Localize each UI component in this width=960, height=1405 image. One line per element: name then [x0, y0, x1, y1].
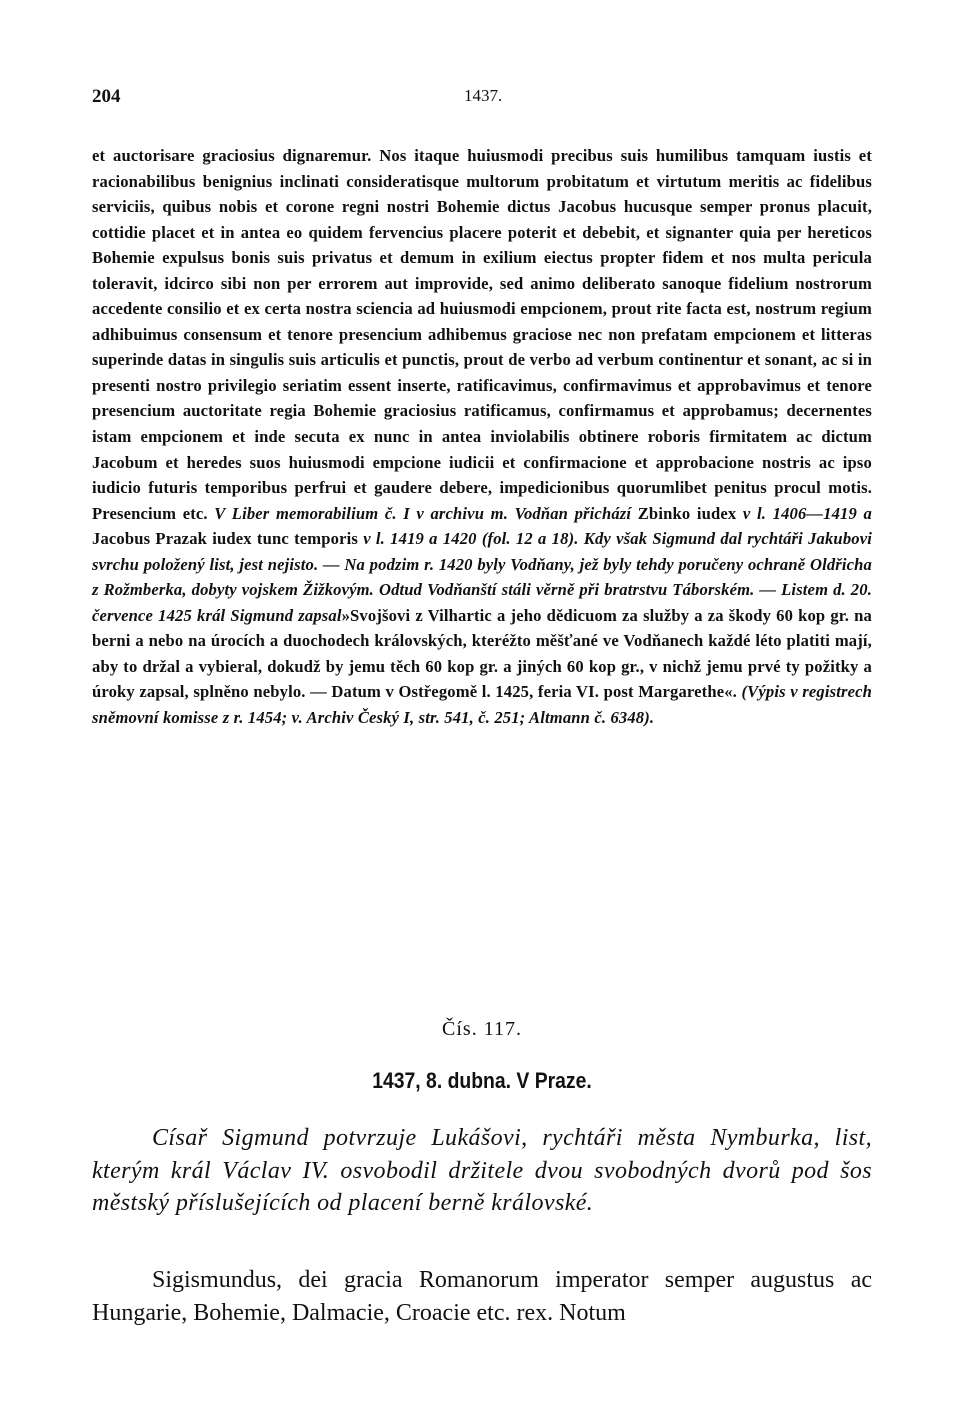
main-document-text — [92, 1264, 872, 1329]
preceding-document-text — [92, 143, 872, 731]
regest-text: Císař Sigmund potvrzuje Lukášovi, rychtáři města Nymburka, list, kterým král Václav IV. osvobodil držitele dvou svobodných dvorů pod šos městský příslušejících od placení berně královské. — [92, 1125, 872, 1216]
main-text-paragraph: Sigismundus, dei gracia Romanorum imperator semper augustus ac Hungarie, Bohemie, Dalmacie, Croacie etc. rex. Notum — [92, 1267, 872, 1326]
commentary-italic: V Liber memorabilium č. I v archivu m. Vodňan přichází — [214, 503, 632, 523]
commentary-italic: v l. 1419 a 1420 (fol. 12 a 18). Kdy však Sigmund dal rychtáři Jakubovi svrchu položený list, jest nejisto. — Na podzim r. 1420 byly Vodňany, jež byly tehdy poručeny ochraně Oldřicha z Rožmberka, dobyty vojskem Žižkovým. Odtud Vodňanští stáli věrně při bratrstvu Táborském. — Listem d. 20. července 1425 král Sigmund zapsal — [92, 529, 872, 625]
commentary-italic: v l. 1406—1419 a — [742, 503, 872, 523]
document-date: 1437, 8. dubna. V Praze. — [372, 1068, 592, 1093]
name-text: Zbinko iudex — [637, 503, 737, 523]
page-number: 204 — [92, 86, 121, 107]
latin-text: et auctorisare graciosius dignaremur. Nos itaque huiusmodi precibus suis humilibus tamquam iustis et racionabilibus benignius inclinati consideratisque multorum probitatum et virtutum meritis ac fidelibus serviciis, quibus nobis et corone regni nostri Bohemie dictus Jacobus hucusque semper pronus placuit, cottidie placet et in antea eo quidem fervencius placere poterit et debebit, et signanter quia per hereticos Bohemie expulsus bonis suis privatus et demum in exilium eiectus propter fidem et nos multa pericula toleravit, idcirco sibi non per errorem aut improvide, sed animo deliberato sanoque fidelium nostrorum accedente consilio et ex certa nostra sciencia ad huiusmodi empcionem, prout rite facta est, nostrum regium adhibuimus consensum et tenore presencium adhibemus graciose nec non prefatam empcionem et litteras superinde datas in singulis suis articulis et punctis, prout de verbo ad verbum continentur et sonant, ac si in presenti nostro privilegio seriatim essent inserte, ratificavimus, confirmavimus et approbavimus et tenore presencium auctoritate regia Bohemie graciosius ratificamus, confirmamus et approbamus; decernentes istam empcionem et inde secuta ex nunc in antea inviolabilis obtinere roboris firmitatem ac dictum Jacobum et heredes suos huiusmodi empcione iudicii et confirmacione et approbacione nostris ac ipso iudicio futuris temporibus perfrui et gaudere debere, impedicionibus quorumlibet penitus procul motis. Presencium etc. — [92, 146, 872, 523]
quoted-text: »Svojšovi z Vilhartic a jeho dědicuom za službу a za škody 60 kop gr. na berni a nebo na úrocích a duochodech královských, kteréžto měšťané ve Vodňanech každé léto platiti mají, aby to držal a vybieral, dokudž by jemu těch 60 kop gr. a jiných 60 kop gr., v nichž jemu prvé ty požitky a úroky zapsal, splněno nebylo. — Datum v Ostřegomě l. 1425, feria VI. post Margarethe«. — [92, 605, 872, 702]
source-citation: (Výpis v registrech sněmovní komisse z r. 1454; v. Archiv Český I, str. 541, č. 251; Altmann č. 6348). — [92, 682, 872, 728]
regest-summary — [92, 1122, 872, 1220]
document-number: Čís. 117. — [442, 1018, 522, 1040]
running-year: 1437. — [464, 86, 503, 105]
name-text: Jacobus Prazak iudex tunc temporis — [92, 529, 358, 549]
body-paragraph — [92, 143, 872, 731]
